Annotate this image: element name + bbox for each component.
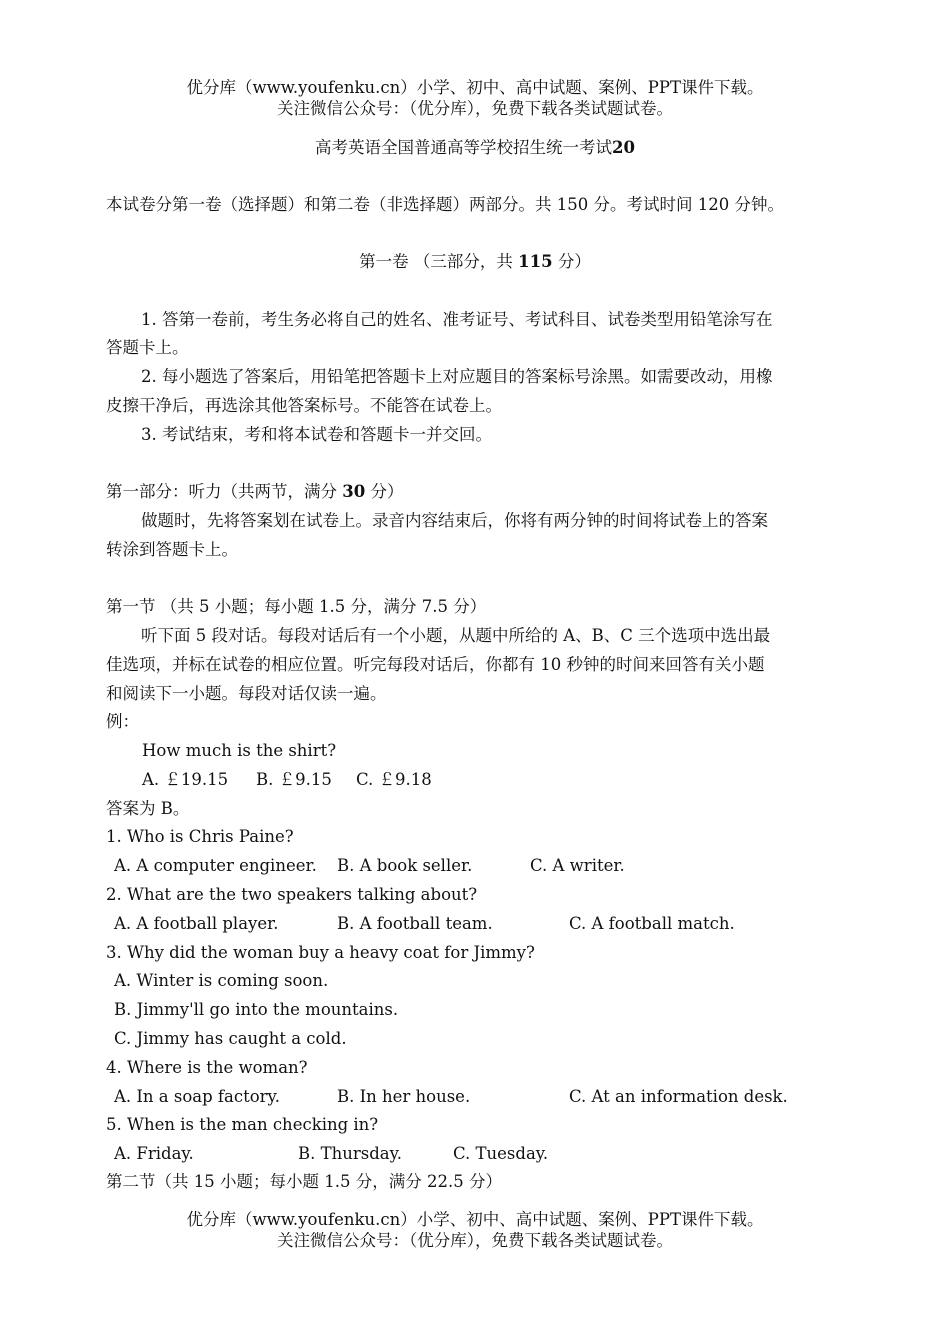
question-2: 2. What are the two speakers talking about? bbox=[106, 885, 478, 904]
header-line-1: 优分库（www.youfenku.cn）小学、初中、高中试题、案例、PPT课件下载。 bbox=[186, 78, 764, 97]
example-option-b: B. ￡9.15 bbox=[256, 770, 332, 789]
question-5-option-c: C. Tuesday. bbox=[453, 1144, 549, 1163]
instruction-1-cont: 答题卡上。 bbox=[106, 338, 189, 357]
question-5-option-b: B. Thursday. bbox=[298, 1144, 403, 1163]
title-text: 高考英语全国普通高等学校招生统一考试 bbox=[315, 138, 613, 157]
question-1-option-c: C. A writer. bbox=[530, 856, 625, 875]
instruction-3: 3. 考试结束，考和将本试卷和答题卡一并交回。 bbox=[141, 425, 492, 444]
example-answer: 答案为 B。 bbox=[106, 799, 190, 818]
question-1-option-a: A. A computer engineer. bbox=[114, 856, 317, 875]
exam-intro: 本试卷分第一卷（选择题）和第二卷（非选择题）两部分。共 150 分。考试时间 120 分钟。 bbox=[106, 195, 784, 214]
section-1-desc-2: 佳选项，并标在试卷的相应位置。听完每段对话后，你都有 10 秒钟的时间来回答有关小题 bbox=[106, 655, 765, 674]
question-1: 1. Who is Chris Paine? bbox=[106, 827, 294, 846]
section-2-heading: 第二节（共 15 小题；每小题 1.5 分，满分 22.5 分） bbox=[106, 1172, 502, 1191]
question-4-option-c: C. At an information desk. bbox=[569, 1087, 788, 1106]
question-4: 4. Where is the woman? bbox=[106, 1058, 308, 1077]
section-1-desc-1: 听下面 5 段对话。每段对话后有一个小题，从题中所给的 A、B、C 三个选项中选出最 bbox=[141, 626, 771, 645]
footer-line-2: 关注微信公众号：（优分库），免费下载各类试题试卷。 bbox=[277, 1231, 673, 1250]
question-4-option-a: A. In a soap factory. bbox=[114, 1087, 280, 1106]
example-option-a: A. ￡19.15 bbox=[142, 770, 229, 789]
part-1-heading bbox=[106, 481, 403, 503]
question-4-option-b: B. In her house. bbox=[337, 1087, 471, 1106]
volume-1-heading bbox=[0, 251, 950, 273]
question-3-option-b: B. Jimmy'll go into the mountains. bbox=[114, 1000, 399, 1019]
footer-line-1: 优分库（www.youfenku.cn）小学、初中、高中试题、案例、PPT课件下载。 bbox=[186, 1210, 764, 1229]
instruction-1: 1. 答第一卷前，考生务必将自己的姓名、准考证号、考试科目、试卷类型用铅笔涂写在 bbox=[141, 310, 773, 329]
section-1-desc-3: 和阅读下一小题。每段对话仅读一遍。 bbox=[106, 684, 387, 703]
instruction-2: 2. 每小题选了答案后，用铅笔把答题卡上对应题目的答案标号涂黑。如需要改动，用橡 bbox=[141, 367, 773, 386]
part-1-post: 分） bbox=[365, 482, 404, 501]
section-1-heading: 第一节 （共 5 小题；每小题 1.5 分，满分 7.5 分） bbox=[106, 597, 487, 616]
question-1-option-b: B. A book seller. bbox=[337, 856, 473, 875]
part-1-pre: 第一部分：听力（共两节，满分 bbox=[106, 482, 343, 501]
page-title bbox=[0, 137, 950, 159]
question-3-option-a: A. Winter is coming soon. bbox=[114, 971, 329, 990]
volume-1-points: 115 bbox=[518, 252, 553, 271]
part-1-points: 30 bbox=[342, 482, 366, 501]
example-option-c: C. ￡9.18 bbox=[356, 770, 432, 789]
volume-1-post: 分） bbox=[552, 252, 591, 271]
question-3: 3. Why did the woman buy a heavy coat for Jimmy? bbox=[106, 943, 535, 962]
part-1-desc: 做题时，先将答案划在试卷上。录音内容结束后，你将有两分钟的时间将试卷上的答案 bbox=[141, 511, 768, 530]
instruction-2-cont: 皮擦干净后，再选涂其他答案标号。不能答在试卷上。 bbox=[106, 396, 502, 415]
header-line-2: 关注微信公众号：（优分库），免费下载各类试题试卷。 bbox=[277, 99, 673, 118]
volume-1-pre: 第一卷 （三部分，共 bbox=[359, 252, 519, 271]
question-5: 5. When is the man checking in? bbox=[106, 1115, 379, 1134]
title-number: 20 bbox=[612, 138, 635, 157]
question-5-option-a: A. Friday. bbox=[114, 1144, 194, 1163]
part-1-desc-cont: 转涂到答题卡上。 bbox=[106, 540, 238, 559]
example-label: 例： bbox=[106, 712, 139, 731]
question-2-option-a: A. A football player. bbox=[114, 914, 279, 933]
question-2-option-c: C. A football match. bbox=[569, 914, 735, 933]
example-question: How much is the shirt? bbox=[142, 741, 337, 760]
question-2-option-b: B. A football team. bbox=[337, 914, 493, 933]
question-3-option-c: C. Jimmy has caught a cold. bbox=[114, 1029, 347, 1048]
